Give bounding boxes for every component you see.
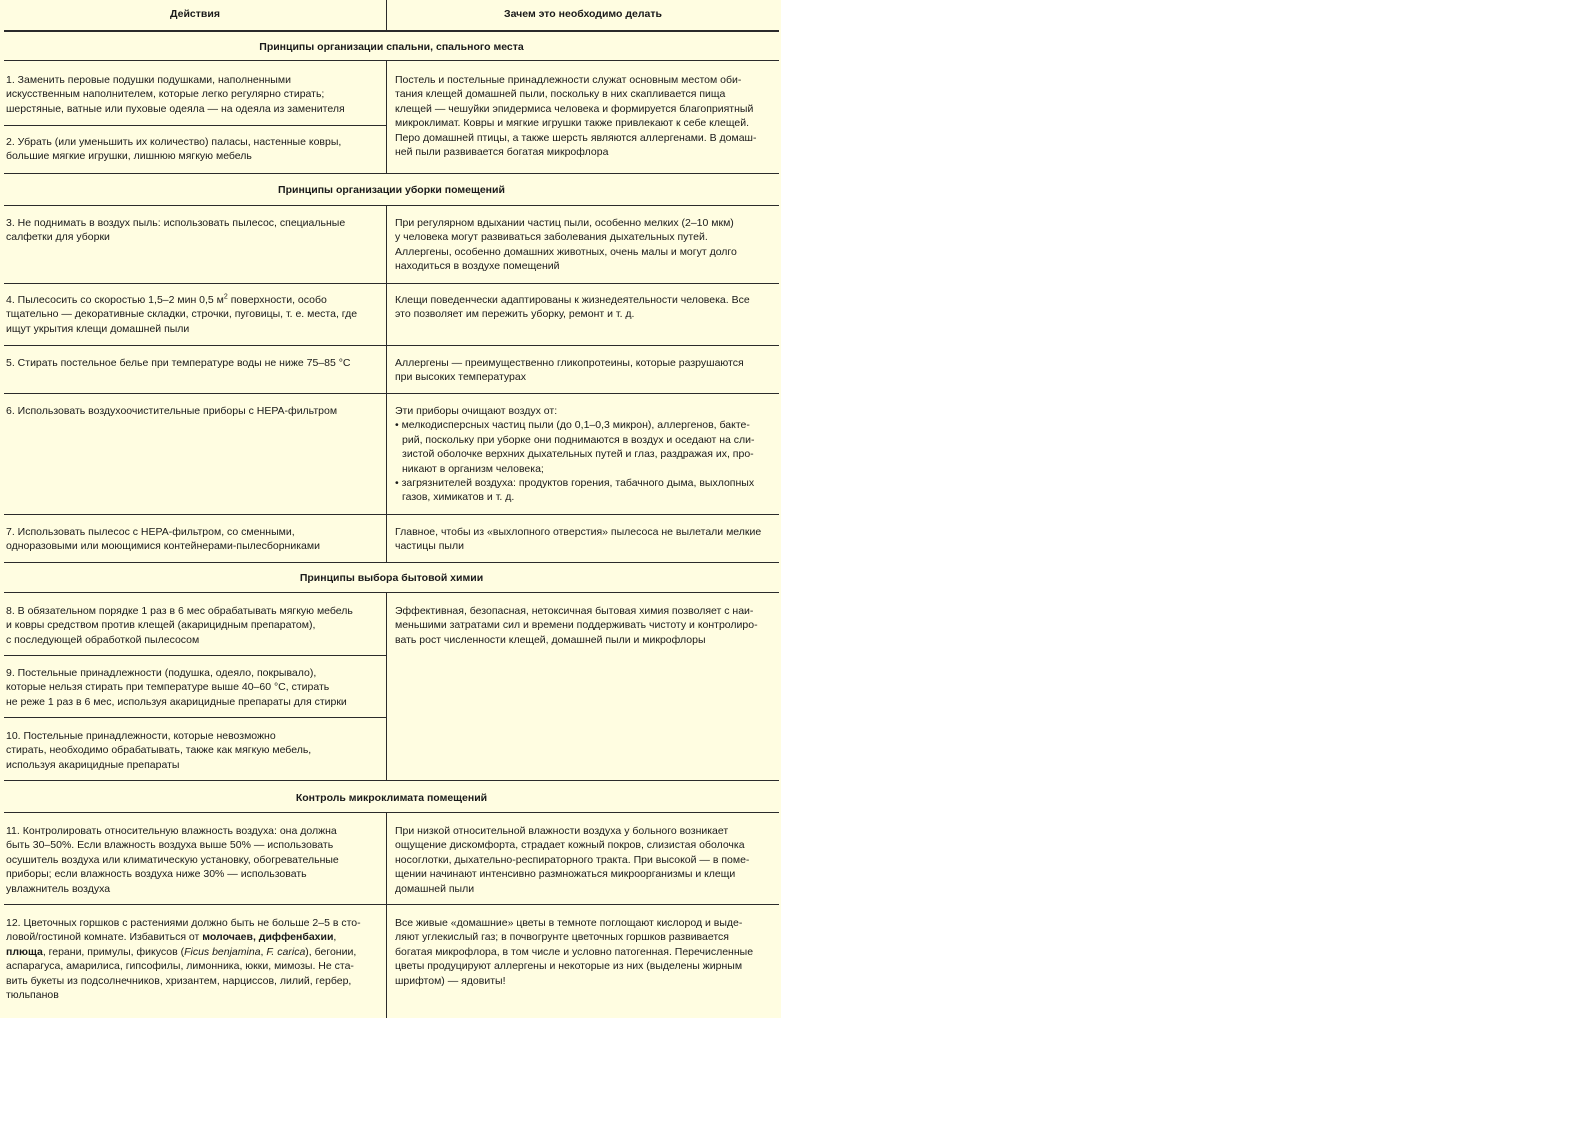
text-line: приборы; если влажность воздуха ниже 30% — использовать <box>6 868 307 881</box>
text-line: шрифтом) — ядовиты! <box>395 974 506 987</box>
text-line: ляют углекислый газ; в почвогрунте цветочных горшков развивается <box>395 931 729 944</box>
text-line: вать рост численности клещей, домашней пыли и микрофлоры <box>395 633 706 646</box>
text-line: 3. Не поднимать в воздух пыль: использовать пылесос, специальные <box>6 217 346 229</box>
section-title-bedroom: Принципы организации спальни, спального места <box>259 41 524 53</box>
text-line: щении начинают интенсивно размножаться микроорганизмы и клещи <box>395 868 736 881</box>
rule <box>4 655 386 656</box>
text-line: Аллергены, особенно домашних животных, очень малы и могут долго <box>395 245 737 258</box>
reason-cell-5 <box>395 356 744 385</box>
bullet-item: • мелкодисперсных частиц пыли (до 0,1–0,3 микрон), аллергенов, бакте- <box>395 419 750 432</box>
allergy-prevention-table <box>0 0 781 1018</box>
text-line: 6. Использовать воздухоочистительные приборы с HEPA-фильтром <box>6 405 338 417</box>
action-cell-2 <box>6 135 341 164</box>
rule <box>4 205 779 206</box>
text-fragment: поверхности, особо <box>227 294 327 306</box>
text-line: это позволяет им пережить уборку, ремонт и т. д. <box>395 308 635 321</box>
text-line: Постель и постельные принадлежности служат основным местом оби- <box>395 74 742 86</box>
text-fragment: 4. Пылесосить со скоростью 1,5–2 мин 0,5 м <box>6 294 224 306</box>
rule <box>4 780 779 781</box>
rule <box>4 345 779 346</box>
text-line: аспарагуса, амарилиса, гипсофилы, лимонника, юкки, мимозы. Не ста- <box>6 960 354 973</box>
header-rule <box>4 30 779 32</box>
action-cell-5 <box>6 356 351 370</box>
text-line: Клещи поведенчески адаптированы к жизнедеятельности человека. Все <box>395 294 750 306</box>
text-line: клещей — чешуйки эпидермиса человека и формируется благоприятный <box>395 102 754 115</box>
rule <box>4 904 779 905</box>
text-line: у человека могут развиваться заболевания дыхательных путей. <box>395 231 708 244</box>
reason-cell-12 <box>395 916 753 988</box>
rule <box>4 592 779 593</box>
text-line: рий, поскольку при уборке они поднимаются в воздух и оседают на сли- <box>402 433 755 446</box>
text-line: Перо домашней птицы, а также шерсть являются аллергенами. В домаш- <box>395 131 757 144</box>
reason-cell-8-10 <box>395 604 758 647</box>
text-line: которые нельзя стирать при температуре выше 40–60 °C, стирать <box>6 681 330 694</box>
reason-cell-7 <box>395 525 761 554</box>
text-line: 11. Контролировать относительную влажность воздуха: она должна <box>6 825 337 837</box>
text-line: не реже 1 раз в 6 мес, используя акарицидные препараты для стирки <box>6 695 347 708</box>
reason-cell-1-2 <box>395 73 756 159</box>
text-fragment: ), бегонии, <box>305 945 357 958</box>
text-line: искусственным наполнителем, которые легко регулярно стирать; <box>6 88 325 101</box>
reason-cell-11 <box>395 824 749 896</box>
text-line: никают в организм человека; <box>402 462 544 475</box>
rule <box>4 393 779 394</box>
text-line: При регулярном вдыхании частиц пыли, особенно мелких (2–10 мкм) <box>395 217 734 229</box>
section-title-cleaning: Принципы организации уборки помещений <box>278 184 505 196</box>
column-header-actions: Действия <box>170 8 220 20</box>
bold-plant-names: молочаев, диффенбахии <box>202 931 334 944</box>
text-line: при высоких температурах <box>395 371 526 384</box>
column-divider <box>386 812 387 1018</box>
reason-cell-3 <box>395 216 737 274</box>
text-line: 10. Постельные принадлежности, которые невозможно <box>6 730 276 742</box>
text-line: 12. Цветочных горшков с растениями должно быть не больше 2–5 в сто- <box>6 917 361 929</box>
text-line: 1. Заменить перовые подушки подушками, наполненными <box>6 74 291 86</box>
reason-cell-6 <box>395 404 754 505</box>
text-line: Главное, чтобы из «выхлопного отверстия» пылесоса не вылетали мелкие <box>395 526 762 538</box>
rule <box>4 514 779 515</box>
text-line: используя акарицидные препараты <box>6 758 180 771</box>
rule <box>4 812 779 813</box>
text-fragment: , герани, примулы, фикусов ( <box>42 945 185 958</box>
text-line: Все живые «домашние» цветы в темноте поглощают кислород и выде- <box>395 917 743 929</box>
rule <box>4 125 386 126</box>
action-cell-1 <box>6 73 345 116</box>
text-line: газов, химикатов и т. д. <box>402 491 515 504</box>
text-line: вить букеты из подсолнечников, хризантем, нарциссов, лилий, гербер, <box>6 974 352 987</box>
section-title-chemicals: Принципы выбора бытовой химии <box>299 572 484 584</box>
action-cell-7 <box>6 525 320 554</box>
text-line: салфетки для уборки <box>6 231 110 244</box>
rule <box>4 173 779 174</box>
text-line: быть 30–50%. Если влажность воздуха выше 50% — использовать <box>6 839 334 852</box>
text-line: частицы пыли <box>395 540 464 553</box>
action-cell-11 <box>6 824 339 896</box>
text-line: тания клещей домашней пыли, поскольку в них скапливается пища <box>395 88 726 101</box>
text-line: ищут укрытия клещи домашней пыли <box>6 322 190 335</box>
text-line <box>6 945 361 959</box>
text-line: зистой оболочке верхних дыхательных путей и глаз, раздражая их, про- <box>402 448 754 461</box>
rule <box>4 283 779 284</box>
reason-cell-4 <box>395 293 750 322</box>
text-line: 2. Убрать (или уменьшить их количество) паласы, настенные ковры, <box>6 136 342 148</box>
action-cell-6 <box>6 404 337 418</box>
action-cell-4 <box>6 293 357 336</box>
rule <box>4 562 779 563</box>
text-line: Эти приборы очищают воздух от: <box>395 405 558 417</box>
text-line: меньшими затратами сил и времени поддерживать чистоту и контролиро- <box>395 619 758 632</box>
section-title-climate: Контроль микроклимата помещений <box>295 792 488 804</box>
text-line: находиться в воздухе помещений <box>395 260 560 273</box>
text-line: осушитель воздуха или климатическую установку, обогревательные <box>6 853 339 866</box>
column-divider <box>386 205 387 562</box>
rule <box>4 60 779 61</box>
text-line: ощущение дискомфорта, страдает кожный покров, слизистая оболочка <box>395 839 745 852</box>
superscript: 2 <box>223 293 228 301</box>
text-line: стирать, необходимо обрабатывать, также как мягкую мебель, <box>6 744 312 757</box>
column-divider <box>386 60 387 173</box>
text-line: ней пыли развивается богатая микрофлора <box>395 146 609 159</box>
text-line: домашней пыли <box>395 882 475 895</box>
text-line: цветы продуцируют аллергены и некоторые из них (выделены жирным <box>395 960 743 973</box>
text-fragment: , <box>260 945 267 958</box>
action-cell-10 <box>6 729 311 772</box>
text-line: тюльпанов <box>6 989 59 1002</box>
action-cell-12 <box>6 916 361 1002</box>
text-line: и ковры средством против клещей (акарицидным препаратом), <box>6 619 316 632</box>
text-line: микроклимат. Ковры и мягкие игрушки также привлекают к себе клещей. <box>395 117 749 130</box>
bullet-item: • загрязнителей воздуха: продуктов горения, табачного дыма, выхлопных <box>395 477 755 490</box>
text-line: с последующей обработкой пылесосом <box>6 633 200 646</box>
italic-latin-name: Ficus benjamina <box>184 945 261 958</box>
italic-latin-name: F. carica <box>266 945 306 958</box>
action-cell-9 <box>6 666 347 709</box>
text-line: 7. Использовать пылесос с HEPA-фильтром, со сменными, <box>6 526 295 538</box>
text-line: 8. В обязательном порядке 1 раз в 6 мес обрабатывать мягкую мебель <box>6 605 353 617</box>
text-line: одноразовыми или моющимися контейнерами-пылесборниками <box>6 540 320 553</box>
action-cell-8 <box>6 604 353 647</box>
text-fragment: , <box>333 931 337 944</box>
column-divider <box>386 592 387 780</box>
text-line: Эффективная, безопасная, нетоксичная бытовая химия позволяет с наи- <box>395 605 754 617</box>
text-line <box>6 930 361 944</box>
action-cell-3 <box>6 216 345 245</box>
text-fragment: ловой/гостиной комнате. Избавиться от <box>6 931 203 944</box>
bold-plant-name: плюща <box>6 945 43 958</box>
text-line <box>6 293 357 307</box>
text-line: увлажнитель воздуха <box>6 882 111 895</box>
column-header-reasons: Зачем это необходимо делать <box>504 8 662 20</box>
text-line: богатая микрофлора, в том числе и условно патогенная. Перечисленные <box>395 945 754 958</box>
text-line: 5. Стирать постельное белье при температуре воды не ниже 75–85 °C <box>6 357 351 369</box>
text-line: Аллергены — преимущественно гликопротеины, которые разрушаются <box>395 357 744 369</box>
text-line: носоглотки, дыхательно-респираторного тракта. При высокой — в поме- <box>395 853 750 866</box>
text-line: 9. Постельные принадлежности (подушка, одеяло, покрывало), <box>6 667 317 679</box>
text-line: большие мягкие игрушки, лишнюю мягкую мебель <box>6 150 252 163</box>
text-line: шерстяные, ватные или пуховые одеяла — на одеяла из заменителя <box>6 102 345 115</box>
text-line: При низкой относительной влажности воздуха у больного возникает <box>395 825 729 837</box>
rule <box>4 717 386 718</box>
text-line: тщательно — декоративные складки, строчки, пуговицы, т. е. места, где <box>6 308 358 321</box>
